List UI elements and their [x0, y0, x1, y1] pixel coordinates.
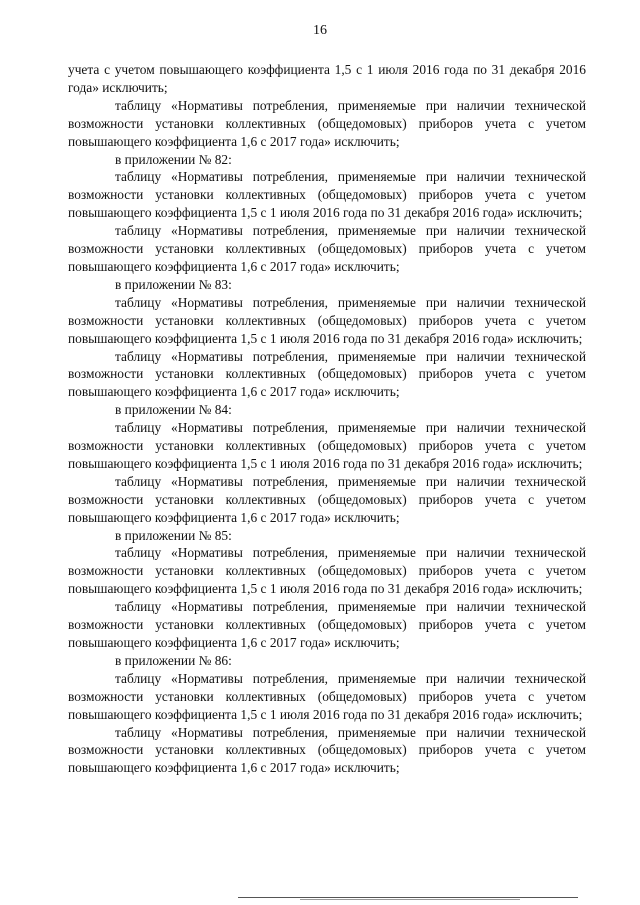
page-number: 16 [313, 23, 327, 38]
paragraph: таблицу «Нормативы потребления, применяемые при наличии технической возможности установки коллективных (общедомовых) приборов учета с учетом повышающего коэффициента 1,6 с 2017 года» исключить; [68, 724, 586, 776]
paragraph: таблицу «Нормативы потребления, применяемые при наличии технической возможности установки коллективных (общедомовых) приборов учета с учетом повышающего коэффициента 1,6 с 2017 года» исключить; [68, 599, 586, 650]
paragraph: в приложении № 86: [115, 652, 232, 668]
paragraph: таблицу «Нормативы потребления, применяемые при наличии технической возможности установки коллективных (общедомовых) приборов учета с учетом повышающего коэффициента 1,5 с 1 июля 2016 года по 31 декабря 2016 года» исключить; [68, 670, 586, 722]
paragraph: таблицу «Нормативы потребления, применяемые при наличии технической возможности установки коллективных (общедомовых) приборов учета с учетом повышающего коэффициента 1,6 с 2017 года» исключить; [68, 348, 586, 400]
paragraph: в приложении № 85: [115, 527, 232, 543]
paragraph: таблицу «Нормативы потребления, применяемые при наличии технической возможности установки коллективных (общедомовых) приборов учета с учетом повышающего коэффициента 1,6 с 2017 года» исключить; [68, 223, 586, 274]
paragraph: таблицу «Нормативы потребления, применяемые при наличии технической возможности установки коллективных (общедомовых) приборов учета с учетом повышающего коэффициента 1,5 с 1 июля 2016 года по 31 декабря 2016 года» исключить; [68, 169, 586, 221]
footer-rule-secondary [300, 899, 520, 900]
paragraph: в приложении № 84: [115, 402, 232, 418]
paragraph: таблицу «Нормативы потребления, применяемые при наличии технической возможности установки коллективных (общедомовых) приборов учета с учетом повышающего коэффициента 1,6 с 2017 года» исключить; [68, 97, 586, 149]
paragraph: таблицу «Нормативы потребления, применяемые при наличии технической возможности установки коллективных (общедомовых) приборов учета с учетом повышающего коэффициента 1,5 с 1 июля 2016 года по 31 декабря 2016 года» исключить; [68, 420, 586, 471]
paragraph: таблицу «Нормативы потребления, применяемые при наличии технической возможности установки коллективных (общедомовых) приборов учета с учетом повышающего коэффициента 1,5 с 1 июля 2016 года по 31 декабря 2016 года» исключить; [68, 294, 586, 346]
document-body [68, 61, 586, 777]
paragraph: в приложении № 82: [115, 151, 232, 167]
paragraph: таблицу «Нормативы потребления, применяемые при наличии технической возможности установки коллективных (общедомовых) приборов учета с учетом повышающего коэффициента 1,5 с 1 июля 2016 года по 31 декабря 2016 года» исключить; [68, 545, 586, 597]
paragraph: в приложении № 83: [115, 276, 232, 292]
paragraph: таблицу «Нормативы потребления, применяемые при наличии технической возможности установки коллективных (общедомовых) приборов учета с учетом повышающего коэффициента 1,6 с 2017 года» исключить; [68, 473, 586, 525]
footer-rule [238, 897, 578, 898]
paragraph: учета с учетом повышающего коэффициента 1,5 с 1 июля 2016 года по 31 декабря 2016 года» исключить; [68, 62, 586, 95]
